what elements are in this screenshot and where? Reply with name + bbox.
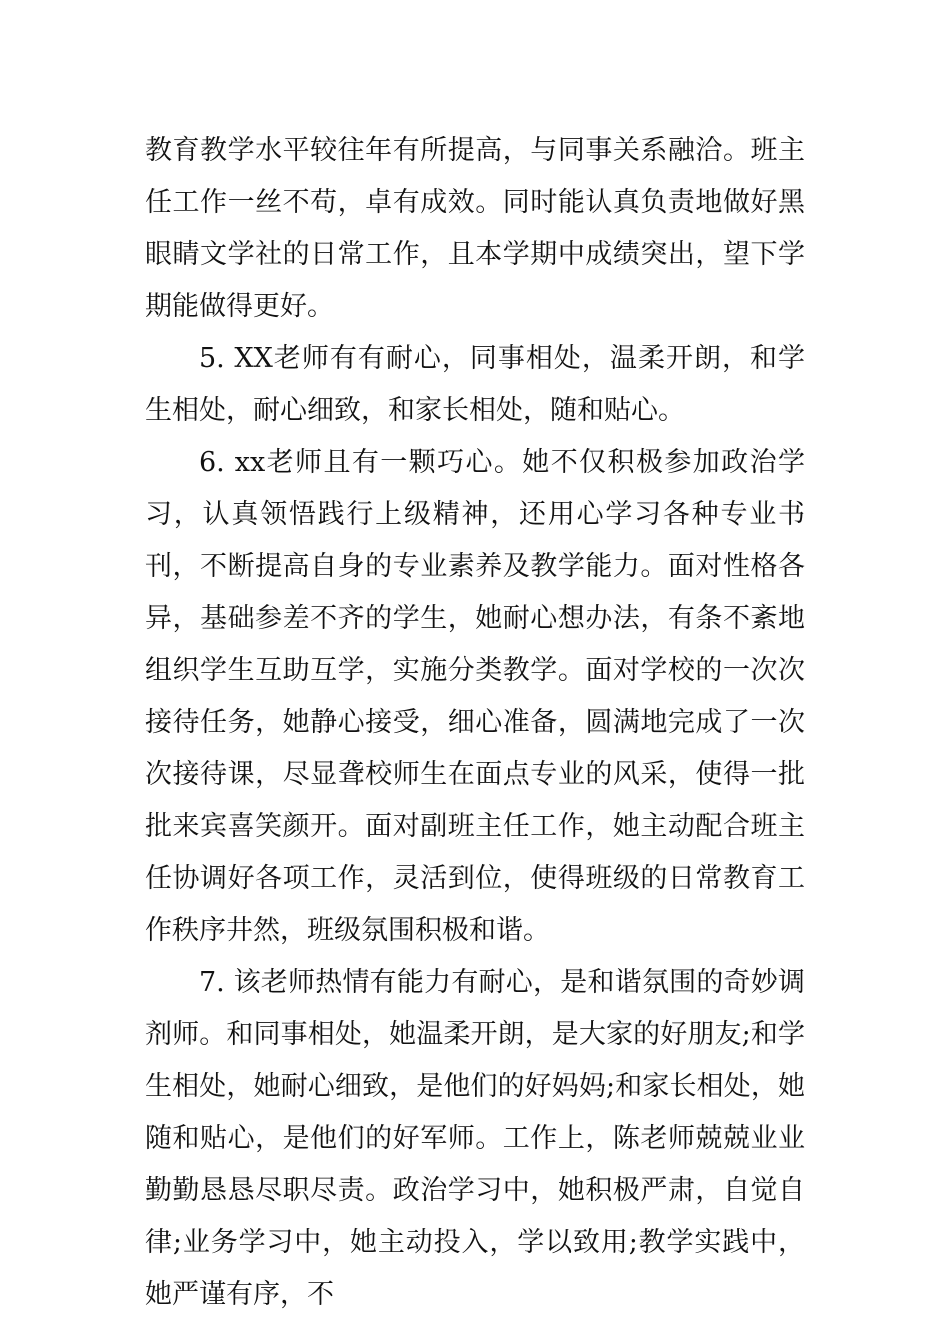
- paragraph-item-7: 7. 该老师热情有能力有耐心，是和谐氛围的奇妙调剂师。和同事相处，她温柔开朗，是大家的好朋友;和学生相处，她耐心细致，是他们的好妈妈;和家长相处，她随和贴心，是他们的好军师。工作上，陈老师兢兢业业勤勤恳恳尽职尽责。政治学习中，她积极严肃，自觉自律;业务学习中，她主动投入，学以致用;教学实践中，她严谨有序，不: [145, 967, 805, 1310]
- paragraph-item-6: 6. xx老师且有一颗巧心。她不仅积极参加政治学习，认真领悟践行上级精神，还用心学习各种专业书刊，不断提高自身的专业素养及教学能力。面对性格各异，基础参差不齐的学生，她耐心想办法，有条不紊地组织学生互助互学，实施分类教学。面对学校的一次次接待任务，她静心接受，细心准备，圆满地完成了一次次接待课，尽显聋校师生在面点专业的风采，使得一批批来宾喜笑颜开。面对副班主任工作，她主动配合班主任协调好各项工作，灵活到位，使得班级的日常教育工作秩序井然，班级氛围积极和谐。: [145, 447, 805, 946]
- paragraph-item-5: 5. XX老师有有耐心，同事相处，温柔开朗，和学生相处，耐心细致，和家长相处，随和贴心。: [145, 343, 805, 426]
- paragraph-continuation: 教育教学水平较往年有所提高，与同事关系融洽。班主任工作一丝不苟，卓有成效。同时能认真负责地做好黑眼睛文学社的日常工作，且本学期中成绩突出，望下学期能做得更好。: [145, 135, 805, 322]
- document-body: [145, 125, 805, 1321]
